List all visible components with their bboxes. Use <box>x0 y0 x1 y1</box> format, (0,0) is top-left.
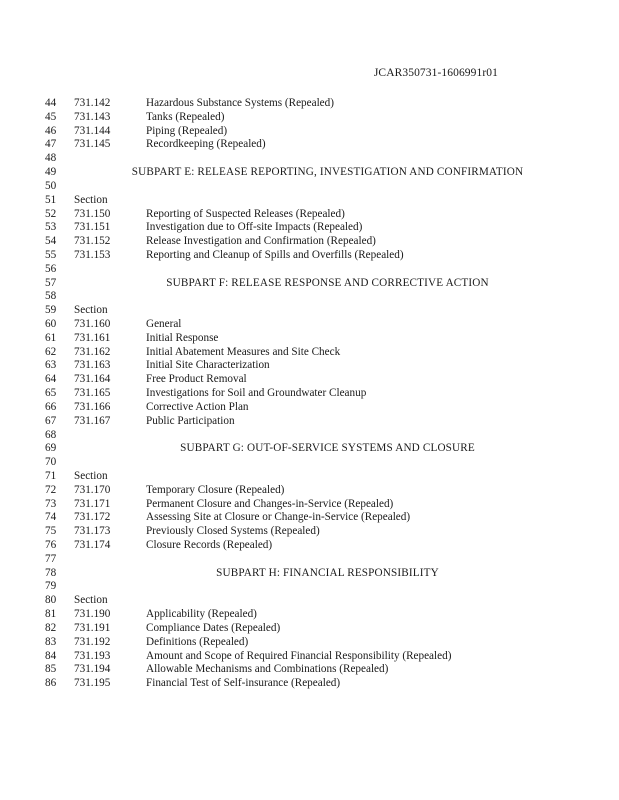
line-number: 65 <box>45 387 57 400</box>
document-line <box>45 111 565 125</box>
section-number: 731.165 <box>74 387 111 400</box>
line-number: 50 <box>45 179 57 192</box>
line-number: 76 <box>45 539 57 551</box>
line-number: 79 <box>45 580 57 593</box>
section-number: 731.191 <box>74 621 111 634</box>
line-number: 70 <box>45 456 57 469</box>
line-number: 74 <box>45 511 57 524</box>
section-title: Initial Response <box>146 331 219 344</box>
section-number: 731.142 <box>74 97 111 109</box>
document-id: JCAR350731-1606991r01 <box>373 67 498 79</box>
section-title: Temporary Closure (Repealed) <box>146 483 285 496</box>
section-number: 731.162 <box>74 345 111 358</box>
line-number: 55 <box>45 248 57 261</box>
section-title: Allowable Mechanisms and Combinations (Repealed) <box>146 663 389 676</box>
document-line <box>45 373 565 387</box>
section-column-label: Section <box>74 594 108 607</box>
line-number: 68 <box>45 428 57 441</box>
section-number: 731.194 <box>74 663 111 676</box>
section-title: Permanent Closure and Changes-in-Service (Repealed) <box>146 497 394 510</box>
section-title: Corrective Action Plan <box>146 400 249 413</box>
line-number: 82 <box>45 621 57 634</box>
section-number: 731.161 <box>74 331 111 344</box>
section-number: 731.145 <box>74 138 111 151</box>
table-of-contents <box>45 97 565 691</box>
section-column-label: Section <box>74 193 108 206</box>
section-title: General <box>146 318 182 330</box>
section-number: 731.160 <box>74 318 111 330</box>
section-title: Reporting and Cleanup of Spills and Overfills (Repealed) <box>146 248 404 261</box>
section-title: Assessing Site at Closure or Change-in-Service (Repealed) <box>146 511 411 524</box>
line-number: 49 <box>45 166 57 179</box>
document-line <box>45 511 565 525</box>
section-title: Release Investigation and Confirmation (Repealed) <box>146 235 376 248</box>
document-line <box>45 553 565 567</box>
section-title: Financial Test of Self-insurance (Repealed) <box>146 677 341 690</box>
line-number: 66 <box>45 400 57 413</box>
document-line <box>45 97 565 111</box>
document-line <box>45 277 565 291</box>
section-title: Initial Abatement Measures and Site Check <box>146 345 341 358</box>
section-title: Applicability (Repealed) <box>146 608 257 621</box>
document-line <box>45 525 565 539</box>
line-number: 51 <box>45 193 57 206</box>
section-number: 731.153 <box>74 248 111 261</box>
section-title: Free Product Removal <box>146 373 247 386</box>
line-number: 84 <box>45 649 57 662</box>
line-number: 47 <box>45 138 57 151</box>
line-number: 67 <box>45 414 57 427</box>
line-number: 73 <box>45 497 57 510</box>
line-number: 85 <box>45 663 57 676</box>
section-title: Previously Closed Systems (Repealed) <box>146 525 320 538</box>
line-number: 59 <box>45 304 57 317</box>
line-number: 78 <box>45 566 57 579</box>
document-line <box>45 194 565 208</box>
section-title: Compliance Dates (Repealed) <box>146 621 281 634</box>
document-line <box>45 346 565 360</box>
section-column-label: Section <box>74 304 108 317</box>
line-number: 63 <box>45 359 57 372</box>
document-line <box>45 221 565 235</box>
section-title: Recordkeeping (Repealed) <box>146 138 266 151</box>
section-title: Reporting of Suspected Releases (Repealed) <box>146 207 345 220</box>
document-line <box>45 650 565 664</box>
subpart-heading: SUBPART F: RELEASE RESPONSE AND CORRECTIVE ACTION <box>166 276 489 289</box>
line-number: 69 <box>45 442 57 455</box>
line-number: 48 <box>45 152 57 165</box>
section-title: Amount and Scope of Required Financial Responsibility (Repealed) <box>146 649 452 662</box>
section-number: 731.152 <box>74 235 111 248</box>
subpart-heading: SUBPART E: RELEASE REPORTING, INVESTIGATION AND CONFIRMATION <box>131 166 524 179</box>
document-line <box>45 180 565 194</box>
document-line <box>45 622 565 636</box>
section-number: 731.190 <box>74 608 111 621</box>
document-line <box>45 442 565 456</box>
document-line <box>45 235 565 249</box>
line-number: 56 <box>45 262 57 275</box>
document-line <box>45 401 565 415</box>
line-number: 81 <box>45 608 57 621</box>
document-line <box>45 125 565 139</box>
line-number: 52 <box>45 207 57 220</box>
section-number: 731.150 <box>74 207 111 220</box>
section-number: 731.167 <box>74 414 111 427</box>
line-number: 44 <box>45 97 57 109</box>
line-number: 45 <box>45 110 57 123</box>
document-line <box>45 594 565 608</box>
section-number: 731.192 <box>74 635 111 648</box>
subpart-heading: SUBPART G: OUT-OF-SERVICE SYSTEMS AND CLOSURE <box>180 442 475 455</box>
section-title: Tanks (Repealed) <box>146 110 225 123</box>
section-number: 731.173 <box>74 525 111 538</box>
section-number: 731.172 <box>74 511 111 524</box>
document-line <box>45 304 565 318</box>
document-line <box>45 677 565 691</box>
section-column-label: Section <box>74 469 108 482</box>
document-line <box>45 580 565 594</box>
section-title: Investigations for Soil and Groundwater Cleanup <box>146 387 367 400</box>
section-number: 731.166 <box>74 400 111 413</box>
line-number: 71 <box>45 469 57 482</box>
section-title: Investigation due to Off-site Impacts (Repealed) <box>146 221 363 234</box>
document-line <box>45 484 565 498</box>
section-title: Hazardous Substance Systems (Repealed) <box>146 97 334 109</box>
section-number: 731.143 <box>74 110 111 123</box>
line-number: 62 <box>45 345 57 358</box>
section-number: 731.193 <box>74 649 111 662</box>
document-line <box>45 152 565 166</box>
document-line <box>45 636 565 650</box>
section-title: Closure Records (Repealed) <box>146 539 273 551</box>
line-number: 60 <box>45 318 57 330</box>
line-number: 58 <box>45 290 57 303</box>
line-number: 54 <box>45 235 57 248</box>
document-line <box>45 290 565 304</box>
line-number: 61 <box>45 331 57 344</box>
document-line <box>45 456 565 470</box>
section-number: 731.144 <box>74 124 111 137</box>
line-number: 83 <box>45 635 57 648</box>
document-line <box>45 387 565 401</box>
line-number: 72 <box>45 483 57 496</box>
document-line <box>45 332 565 346</box>
document-line <box>45 208 565 222</box>
document-line <box>45 263 565 277</box>
section-number: 731.164 <box>74 373 111 386</box>
line-number: 53 <box>45 221 57 234</box>
line-number: 80 <box>45 594 57 607</box>
section-number: 731.163 <box>74 359 111 372</box>
section-title: Definitions (Repealed) <box>146 635 249 648</box>
section-number: 731.170 <box>74 483 111 496</box>
document-line <box>45 318 565 332</box>
document-line <box>45 663 565 677</box>
subpart-heading: SUBPART H: FINANCIAL RESPONSIBILITY <box>216 566 439 579</box>
section-title: Piping (Repealed) <box>146 124 228 137</box>
document-line <box>45 359 565 373</box>
section-title: Public Participation <box>146 414 235 427</box>
document-line <box>45 249 565 263</box>
document-line <box>45 539 565 553</box>
section-number: 731.174 <box>74 539 111 551</box>
document-line <box>45 166 565 180</box>
document-line <box>45 429 565 443</box>
line-number: 57 <box>45 276 57 289</box>
line-number: 75 <box>45 525 57 538</box>
document-line <box>45 138 565 152</box>
section-number: 731.151 <box>74 221 111 234</box>
section-title: Initial Site Characterization <box>146 359 270 372</box>
section-number: 731.195 <box>74 677 111 690</box>
document-line <box>45 470 565 484</box>
document-line <box>45 567 565 581</box>
line-number: 64 <box>45 373 57 386</box>
line-number: 86 <box>45 677 57 690</box>
document-line <box>45 608 565 622</box>
section-number: 731.171 <box>74 497 111 510</box>
line-number: 77 <box>45 552 57 565</box>
line-number: 46 <box>45 124 57 137</box>
document-line <box>45 498 565 512</box>
document-line <box>45 415 565 429</box>
